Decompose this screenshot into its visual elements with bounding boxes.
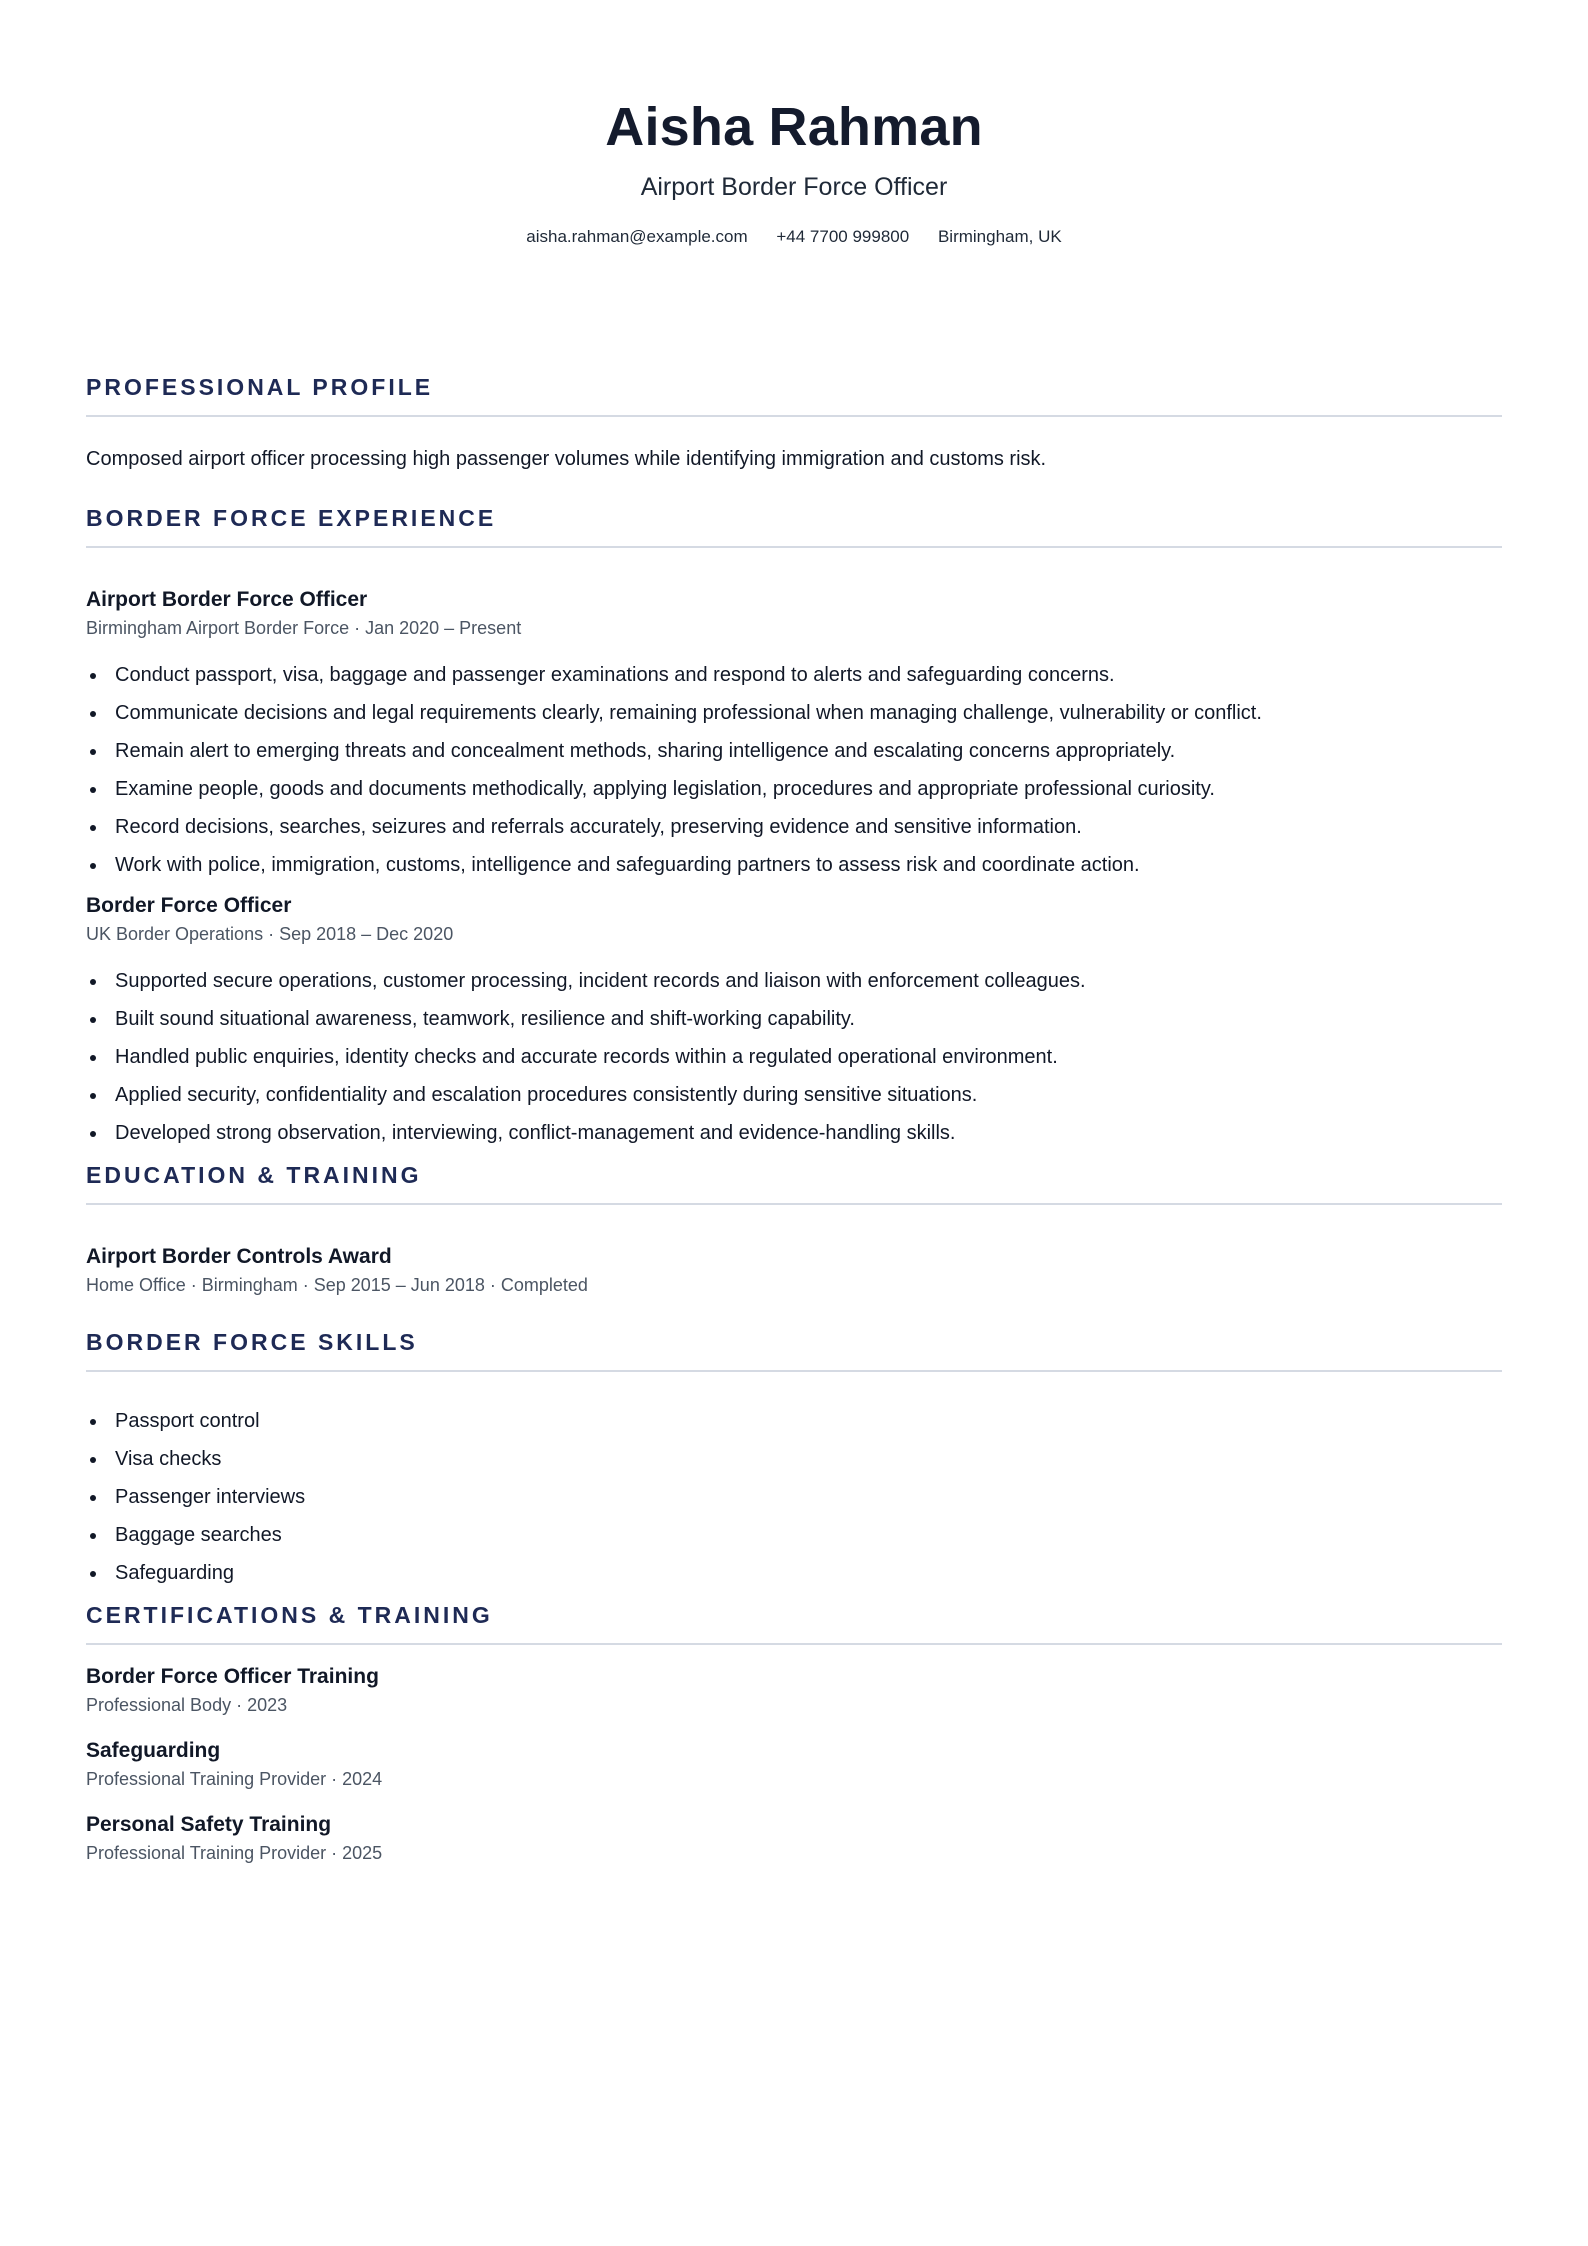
section-title-certifications: CERTIFICATIONS & TRAINING — [86, 1602, 493, 1628]
section-divider — [86, 1643, 1502, 1645]
section-title-profile: PROFESSIONAL PROFILE — [86, 374, 434, 400]
section-divider — [86, 1203, 1502, 1205]
education-entry — [86, 1243, 1502, 1297]
cert-title: Personal Safety Training — [86, 1813, 332, 1836]
list-item: Safeguarding — [86, 1560, 1502, 1586]
list-item: Examine people, goods and documents methodically, applying legislation, procedures and appropriate professional curiosity. — [86, 776, 1502, 802]
cert-entry — [86, 1811, 1502, 1865]
job-meta: Birmingham Airport Border Force · Jan 2020 – Present — [86, 618, 522, 638]
section-divider — [86, 546, 1502, 548]
cert-entry — [86, 1737, 1502, 1791]
job-title: Airport Border Force Officer — [86, 588, 368, 611]
resume-header — [86, 0, 1502, 249]
contact-line — [86, 225, 1502, 249]
section-skills — [86, 1327, 1502, 1586]
profile-summary: Composed airport officer processing high passenger volumes while identifying immigration and customs risk. — [86, 448, 1047, 470]
job-title: Border Force Officer — [86, 894, 292, 917]
job-bullets — [86, 662, 1502, 878]
contact-location: Birmingham, UK — [937, 227, 1062, 246]
job-meta: UK Border Operations · Sep 2018 – Dec 2020 — [86, 924, 454, 944]
list-item: Baggage searches — [86, 1522, 1502, 1548]
contact-phone: +44 7700 999800 — [776, 227, 910, 246]
skills-list — [86, 1408, 1502, 1586]
list-item: Visa checks — [86, 1446, 1502, 1472]
list-item: Work with police, immigration, customs, intelligence and safeguarding partners to assess risk and coordinate action. — [86, 852, 1502, 878]
list-item: Passenger interviews — [86, 1484, 1502, 1510]
list-item: Communicate decisions and legal requirements clearly, remaining professional when managing challenge, vulnerability or conflict. — [86, 700, 1502, 726]
section-divider — [86, 1370, 1502, 1372]
list-item: Passport control — [86, 1408, 1502, 1434]
section-profile — [86, 372, 1502, 473]
list-item: Supported secure operations, customer processing, incident records and liaison with enforcement colleagues. — [86, 968, 1502, 994]
section-title-education: EDUCATION & TRAINING — [86, 1162, 422, 1188]
job-entry — [86, 892, 1502, 1146]
list-item: Built sound situational awareness, teamwork, resilience and shift-working capability. — [86, 1006, 1502, 1032]
contact-email: aisha.rahman@example.com — [526, 227, 748, 246]
education-title: Airport Border Controls Award — [86, 1245, 392, 1268]
section-title-skills: BORDER FORCE SKILLS — [86, 1329, 418, 1355]
cert-meta: Professional Training Provider · 2024 — [86, 1769, 383, 1789]
list-item: Developed strong observation, interviewing, conflict-management and evidence-handling skills. — [86, 1120, 1502, 1146]
education-meta: Home Office · Birmingham · Sep 2015 – Jun 2018 · Completed — [86, 1275, 588, 1295]
list-item: Conduct passport, visa, baggage and passenger examinations and respond to alerts and safeguarding concerns. — [86, 662, 1502, 688]
cert-meta: Professional Body · 2023 — [86, 1695, 288, 1715]
list-item: Remain alert to emerging threats and concealment methods, sharing intelligence and escalating concerns appropriately. — [86, 738, 1502, 764]
list-item: Record decisions, searches, seizures and referrals accurately, preserving evidence and sensitive information. — [86, 814, 1502, 840]
cert-entry — [86, 1663, 1502, 1717]
job-bullets — [86, 968, 1502, 1146]
candidate-role: Airport Border Force Officer — [640, 173, 948, 201]
cert-meta: Professional Training Provider · 2025 — [86, 1843, 383, 1863]
section-title-experience: BORDER FORCE EXPERIENCE — [86, 505, 497, 531]
list-item: Handled public enquiries, identity checks and accurate records within a regulated operational environment. — [86, 1044, 1502, 1070]
job-entry — [86, 586, 1502, 878]
section-divider — [86, 415, 1502, 417]
section-certifications — [86, 1600, 1502, 1865]
list-item: Applied security, confidentiality and escalation procedures consistently during sensitive situations. — [86, 1082, 1502, 1108]
cert-title: Border Force Officer Training — [86, 1665, 379, 1688]
section-experience — [86, 503, 1502, 1146]
cert-title: Safeguarding — [86, 1739, 221, 1762]
section-education — [86, 1160, 1502, 1297]
candidate-name: Aisha Rahman — [605, 97, 983, 157]
